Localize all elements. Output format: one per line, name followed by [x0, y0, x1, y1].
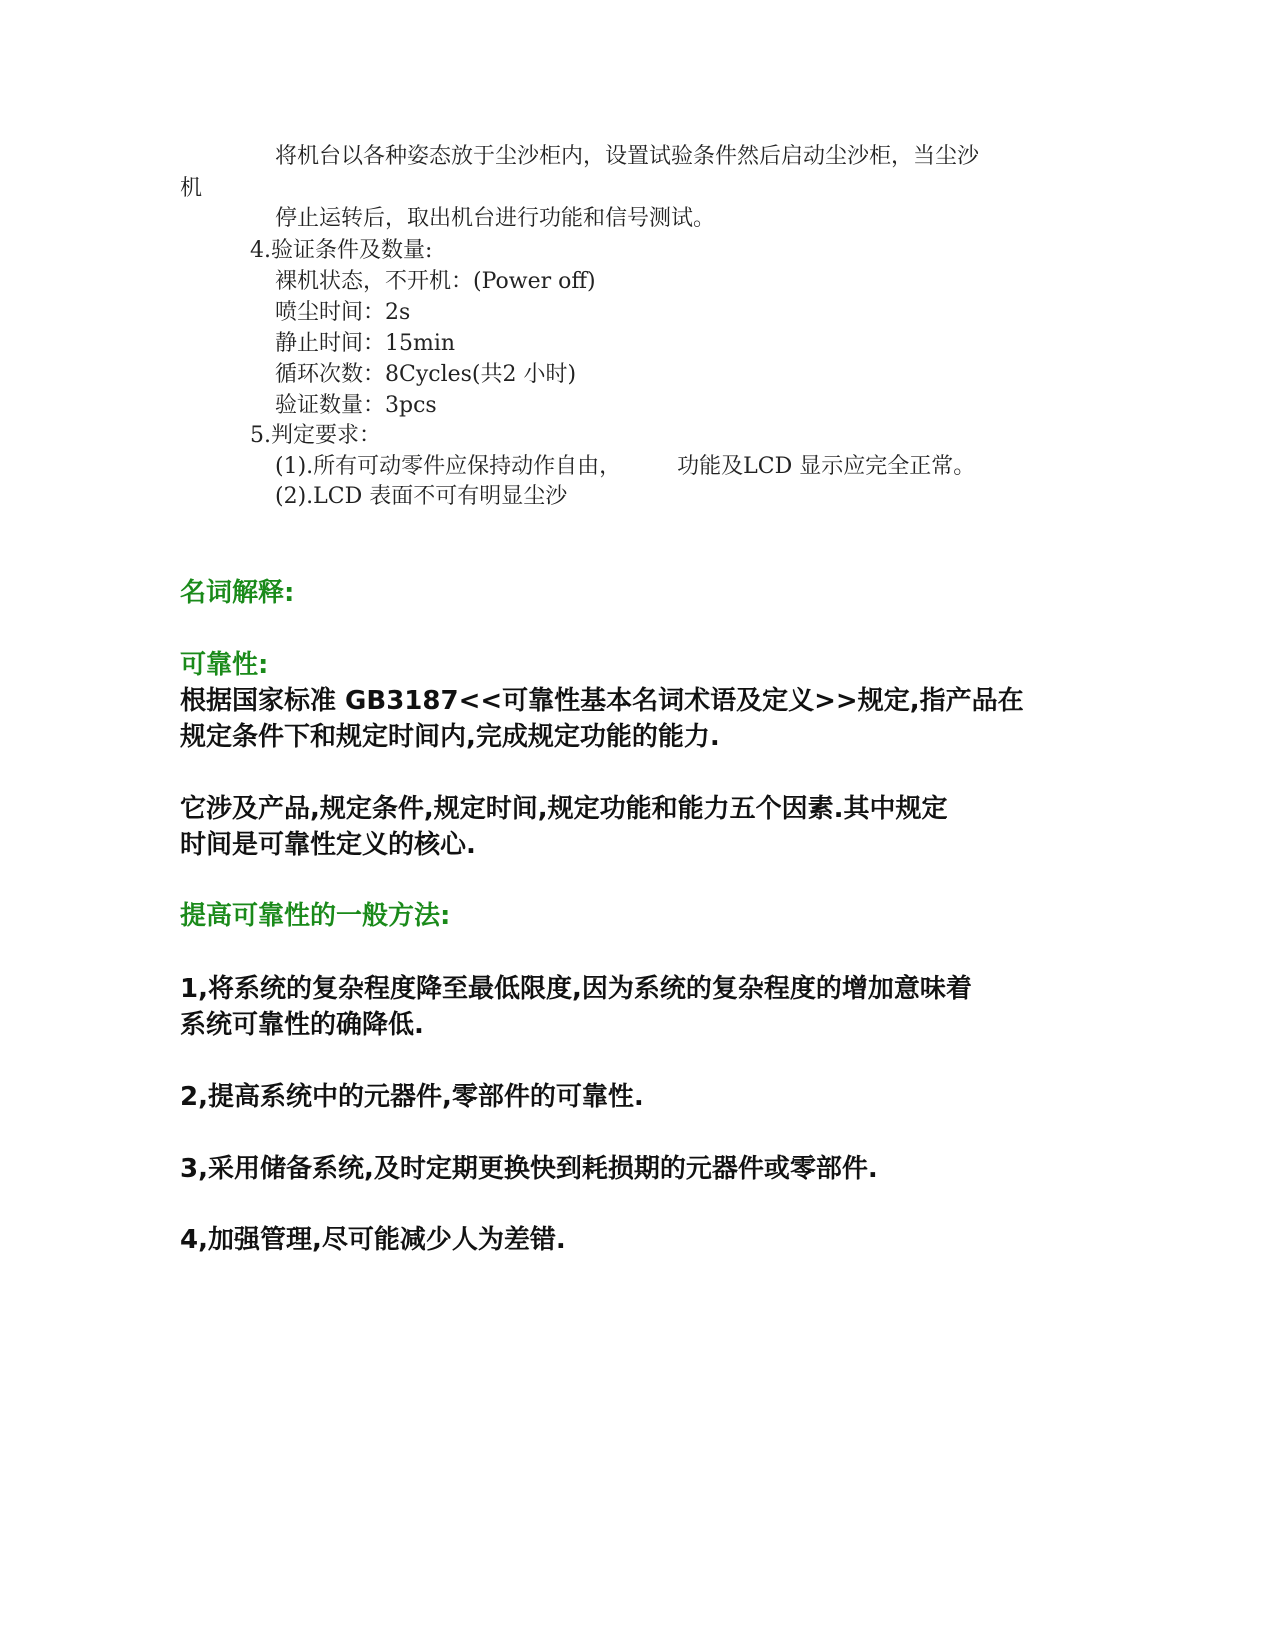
reliability-definition-line-2: 规定条件下和规定时间内,完成规定功能的能力. — [180, 722, 720, 752]
condition-item: 静止时间：15min — [275, 331, 456, 356]
procedure-line-2: 停止运转后，取出机台进行功能和信号测试。 — [275, 206, 716, 231]
criteria-item-2: (2).LCD 表面不可有明显尘沙 — [275, 484, 568, 509]
method-1-line-2: 系统可靠性的确降低. — [180, 1010, 424, 1040]
method-4: 4,加强管理,尽可能减少人为差错. — [180, 1225, 566, 1255]
reliability-factors-line-2: 时间是可靠性定义的核心. — [180, 830, 476, 860]
condition-item: 裸机状态，不开机：(Power off) — [275, 269, 596, 294]
criteria-item-1-part-b: 功能及LCD 显示应完全正常。 — [677, 454, 976, 479]
method-3: 3,采用储备系统,及时定期更换快到耗损期的元器件或零部件. — [180, 1154, 878, 1184]
criteria-heading: 5.判定要求： — [250, 423, 381, 448]
method-2: 2,提高系统中的元器件,零部件的可靠性. — [180, 1082, 644, 1112]
reliability-definition-line-1: 根据国家标准 GB3187<<可靠性基本名词术语及定义>>规定,指产品在 — [180, 686, 1024, 716]
procedure-line-1: 将机台以各种姿态放于尘沙柜内，设置试验条件然后启动尘沙柜，当尘沙 — [275, 144, 980, 169]
method-1-line-1: 1,将系统的复杂程度降至最低限度,因为系统的复杂程度的增加意味着 — [180, 974, 972, 1004]
reliability-title: 可靠性: — [180, 650, 269, 680]
criteria-item-1-part-a: (1).所有可动零件应保持动作自由， — [275, 454, 622, 479]
condition-item: 验证数量：3pcs — [275, 393, 437, 418]
criteria-item-1 — [275, 452, 975, 482]
glossary-title: 名词解释: — [180, 578, 295, 608]
condition-item: 喷尘时间：2s — [275, 300, 411, 325]
reliability-factors-line-1: 它涉及产品,规定条件,规定时间,规定功能和能力五个因素.其中规定 — [180, 794, 948, 824]
condition-item: 循环次数：8Cycles(共2 小时) — [275, 362, 577, 387]
procedure-line-1-wrap: 机 — [180, 176, 203, 201]
conditions-heading: 4.验证条件及数量: — [250, 238, 433, 263]
methods-title: 提高可靠性的一般方法: — [180, 901, 451, 931]
